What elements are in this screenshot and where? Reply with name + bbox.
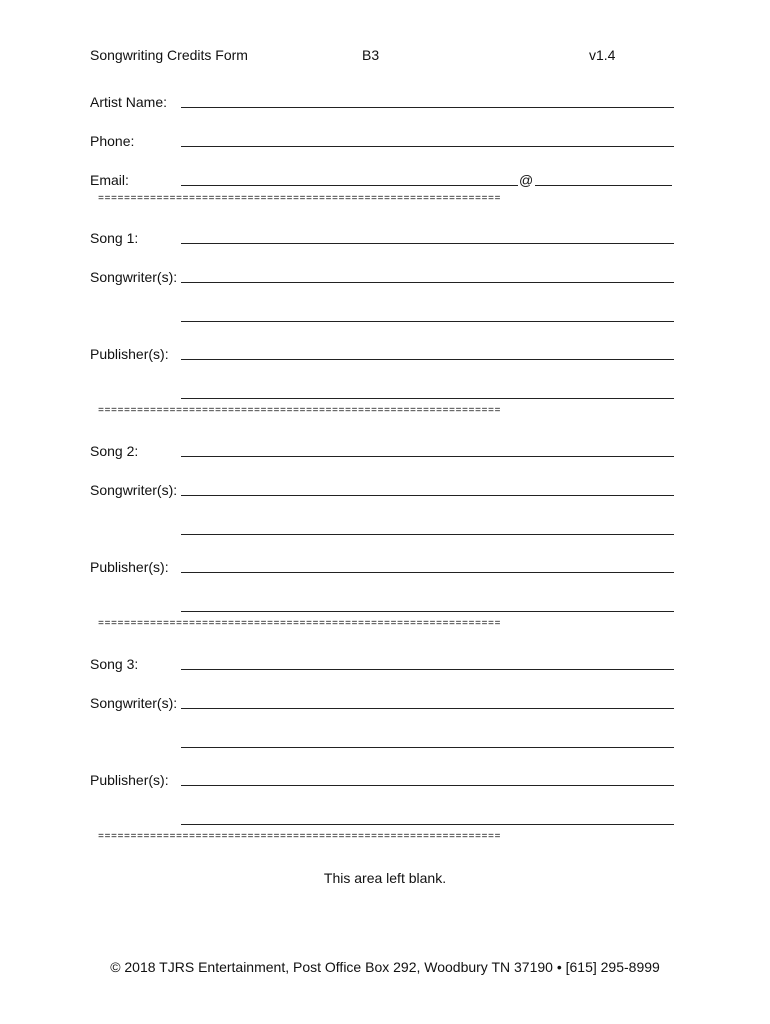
email-at-sign: @ [519, 172, 534, 188]
blank-area-note: This area left blank. [323, 870, 447, 886]
song-1-songwriters-field-2[interactable] [181, 321, 674, 322]
song-2-songwriters-label: Songwriter(s): [90, 482, 178, 498]
artist-name-label: Artist Name: [90, 94, 168, 110]
phone-field[interactable] [181, 146, 674, 147]
song-1-label: Song 1: [90, 230, 139, 246]
song-3-songwriters-field[interactable] [181, 708, 674, 709]
email-label: Email: [90, 172, 129, 188]
email-domain-field[interactable] [535, 185, 672, 186]
email-user-field[interactable] [181, 185, 518, 186]
section-separator: ============================================================== [98, 194, 502, 205]
song-1-songwriters-field[interactable] [181, 282, 674, 283]
section-separator: ============================================================== [98, 406, 502, 417]
section-separator: ============================================================== [98, 832, 502, 843]
song-1-title-field[interactable] [181, 243, 674, 244]
song-1-publishers-field-2[interactable] [181, 398, 674, 399]
song-1-publishers-field[interactable] [181, 359, 674, 360]
song-2-songwriters-field-2[interactable] [181, 534, 674, 535]
song-3-publishers-field[interactable] [181, 785, 674, 786]
song-1-publishers-label: Publisher(s): [90, 346, 169, 362]
song-2-title-field[interactable] [181, 456, 674, 457]
song-3-publishers-label: Publisher(s): [90, 772, 169, 788]
form-version: v1.4 [589, 47, 616, 63]
song-3-songwriters-field-2[interactable] [181, 747, 674, 748]
song-1-songwriters-label: Songwriter(s): [90, 269, 178, 285]
song-2-label: Song 2: [90, 443, 139, 459]
phone-label: Phone: [90, 133, 135, 149]
song-2-publishers-field[interactable] [181, 572, 674, 573]
song-2-songwriters-field[interactable] [181, 495, 674, 496]
form-title: Songwriting Credits Form [90, 47, 248, 63]
song-3-publishers-field-2[interactable] [181, 824, 674, 825]
section-separator: ============================================================== [98, 619, 502, 630]
song-2-publishers-field-2[interactable] [181, 611, 674, 612]
footer-contact: © 2018 TJRS Entertainment, Post Office Box 292, Woodbury TN 37190 • [615] 295-8999 [110, 959, 660, 975]
song-2-publishers-label: Publisher(s): [90, 559, 169, 575]
song-3-songwriters-label: Songwriter(s): [90, 695, 178, 711]
song-3-label: Song 3: [90, 656, 139, 672]
artist-name-field[interactable] [181, 107, 674, 108]
song-3-title-field[interactable] [181, 669, 674, 670]
form-code: B3 [362, 47, 380, 63]
